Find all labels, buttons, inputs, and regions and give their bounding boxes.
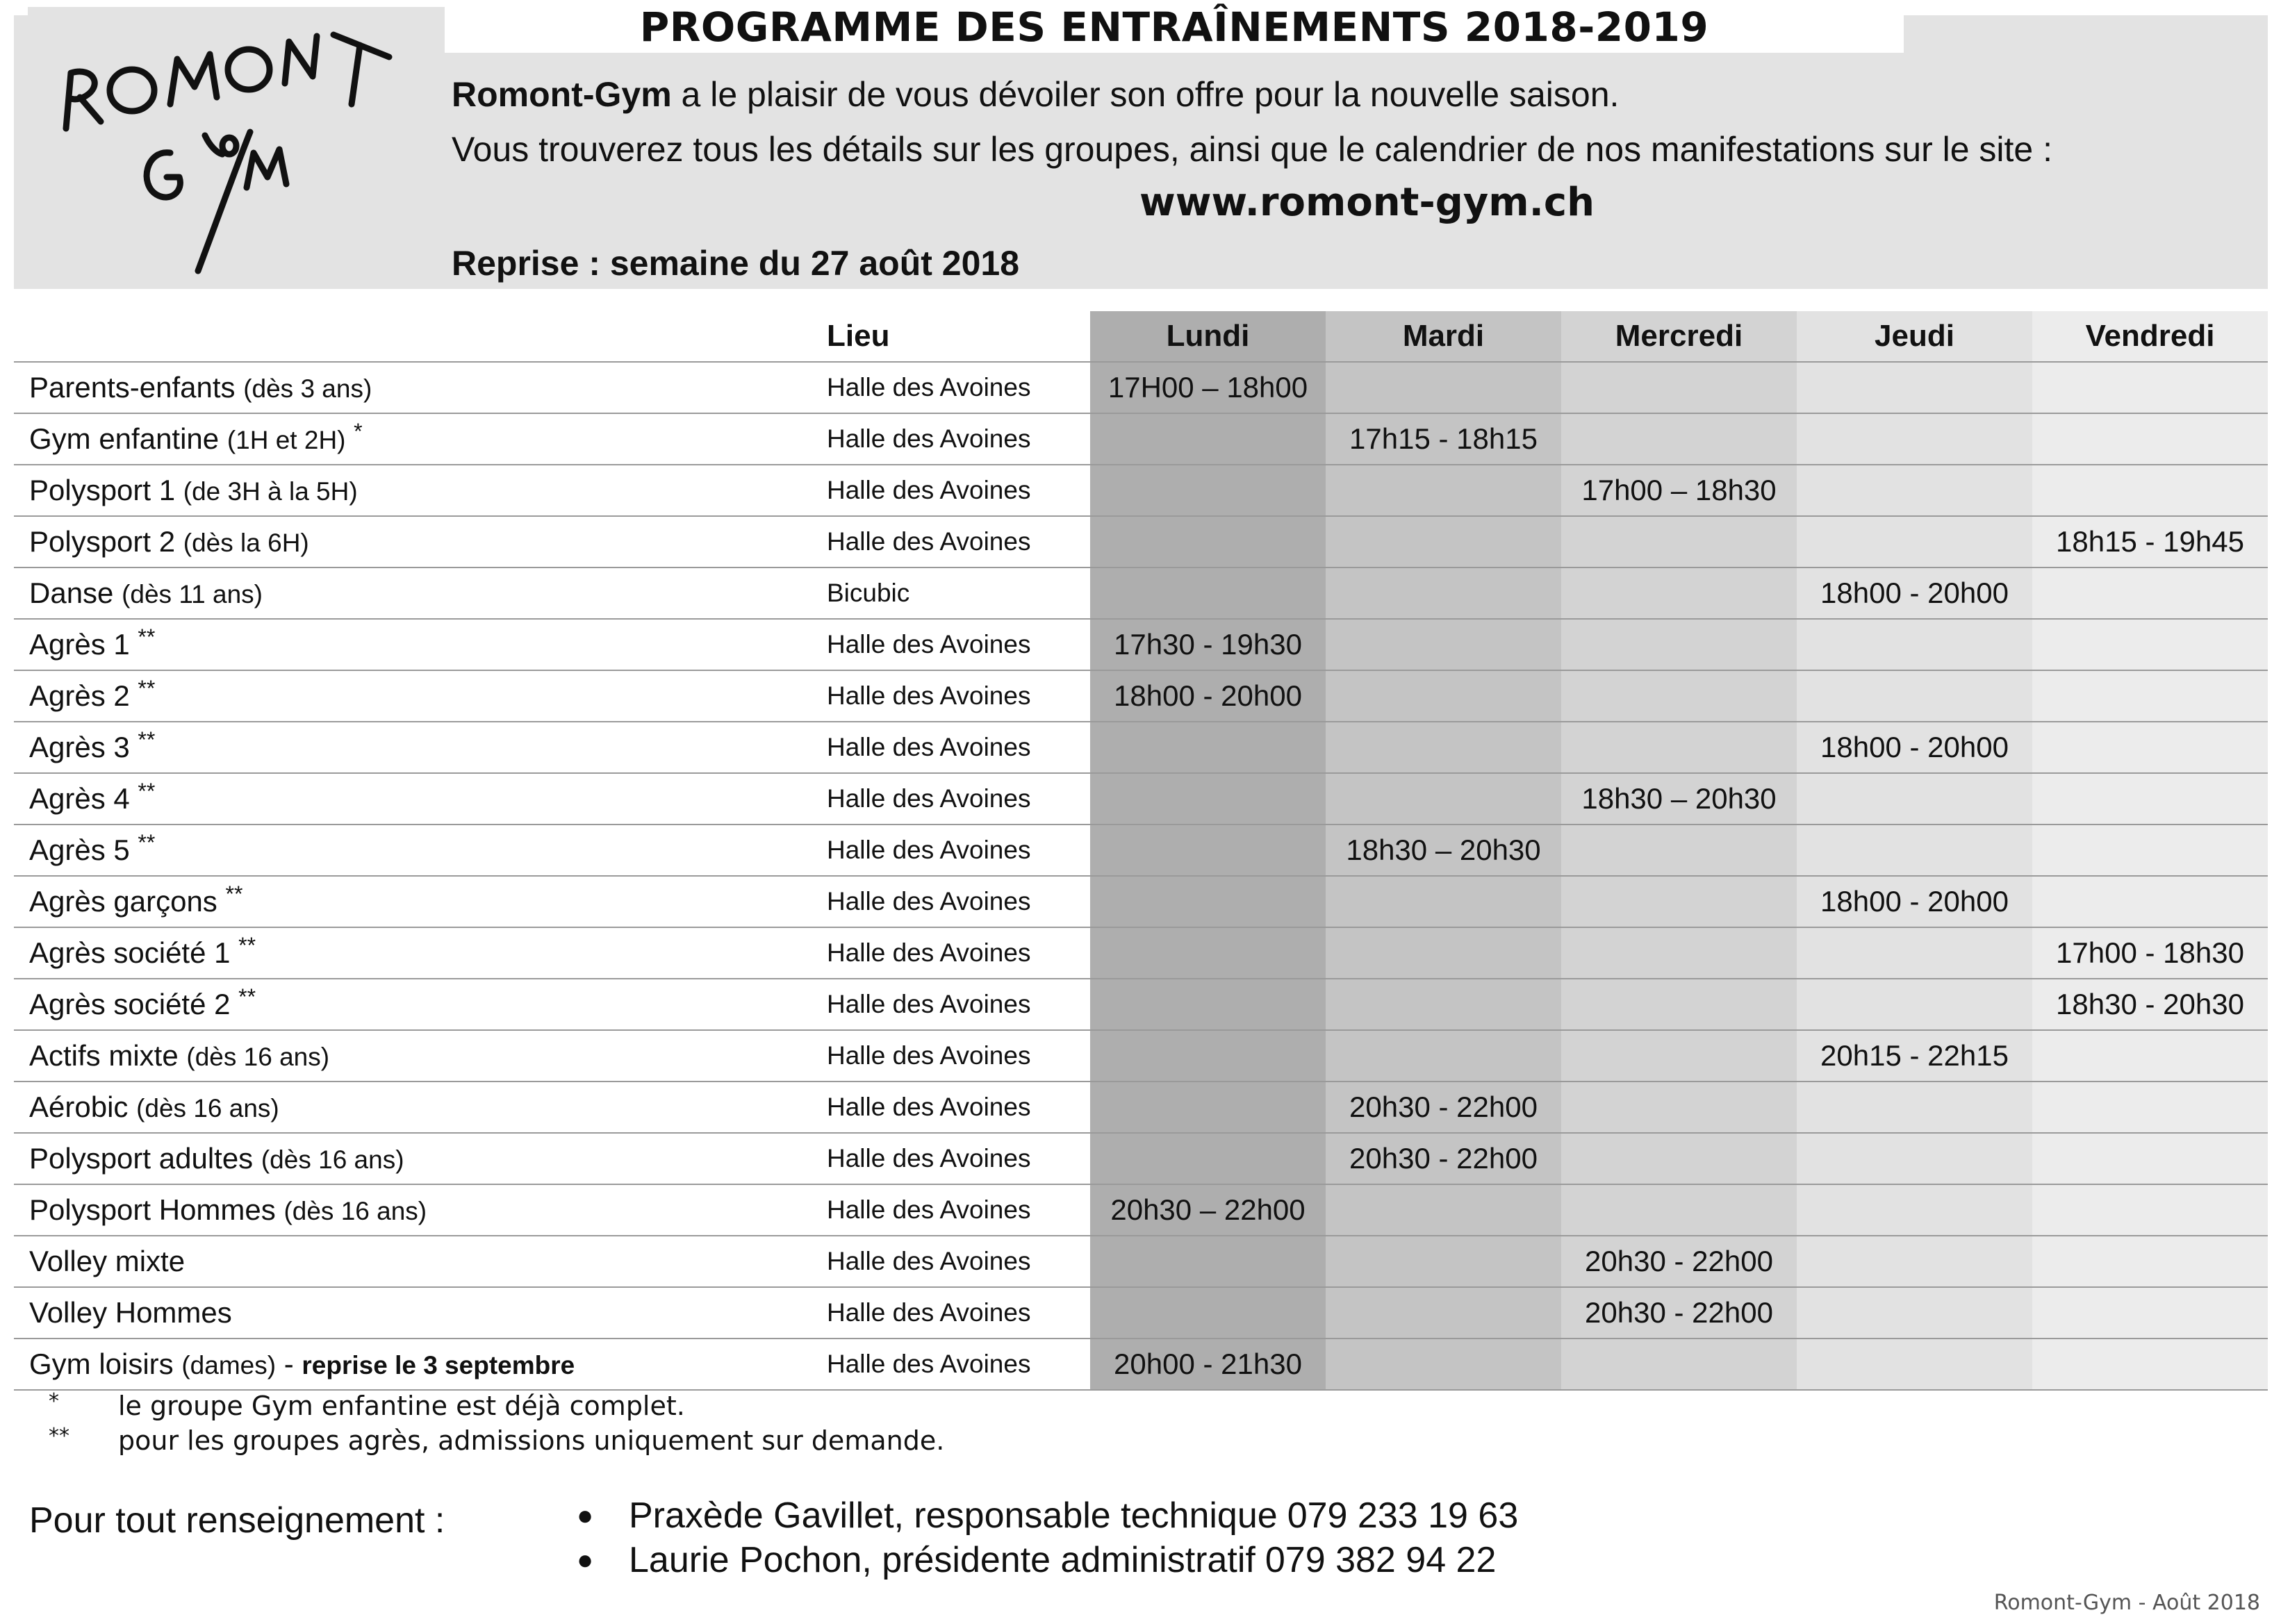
table-row <box>14 670 2268 722</box>
group-age-note: (dames) <box>181 1351 277 1379</box>
time-cell-jeudi <box>1797 465 2032 516</box>
group-age-note: (dès 16 ans) <box>283 1197 427 1225</box>
time-cell-mercredi: 20h30 - 22h00 <box>1561 1287 1797 1339</box>
time-cell-mardi: 20h30 - 22h00 <box>1326 1082 1561 1133</box>
time-cell-mercredi <box>1561 670 1797 722</box>
time-cell-mercredi <box>1561 516 1797 567</box>
footnote-text: le groupe Gym enfantine est déjà complet. <box>118 1391 685 1421</box>
table-header-row <box>14 311 2268 362</box>
time-cell-mercredi <box>1561 413 1797 465</box>
time-cell-jeudi: 20h15 - 22h15 <box>1797 1030 2032 1082</box>
lieu-cell: Bicubic <box>813 567 1090 619</box>
group-name: Agrès garçons <box>29 885 217 918</box>
time-cell-mercredi <box>1561 1339 1797 1390</box>
time-cell-vendredi <box>2032 1030 2268 1082</box>
group-name: Volley Hommes <box>29 1296 232 1329</box>
group-name: Gym enfantine <box>29 422 220 455</box>
lieu-cell: Halle des Avoines <box>813 773 1090 825</box>
time-cell-vendredi <box>2032 1082 2268 1133</box>
group-name-cell <box>14 1133 813 1184</box>
lieu-cell: Halle des Avoines <box>813 1133 1090 1184</box>
group-name: Danse <box>29 577 114 609</box>
footnote-mark: ** <box>49 1424 69 1448</box>
time-cell-vendredi <box>2032 825 2268 876</box>
time-cell-mardi <box>1326 927 1561 979</box>
time-cell-mardi <box>1326 876 1561 927</box>
table-row <box>14 465 2268 516</box>
time-cell-vendredi <box>2032 567 2268 619</box>
logo-drawing <box>28 7 459 281</box>
bullet-icon: ● <box>577 1545 594 1575</box>
time-cell-jeudi <box>1797 1184 2032 1236</box>
time-cell-jeudi: 18h00 - 20h00 <box>1797 876 2032 927</box>
lieu-cell: Halle des Avoines <box>813 413 1090 465</box>
time-cell-lundi <box>1090 413 1326 465</box>
lieu-cell: Halle des Avoines <box>813 670 1090 722</box>
group-age-note: (dès 16 ans) <box>186 1043 330 1071</box>
header-mercredi: Mercredi <box>1561 311 1797 362</box>
table-row <box>14 979 2268 1030</box>
time-cell-mercredi <box>1561 1133 1797 1184</box>
time-cell-mercredi <box>1561 876 1797 927</box>
time-cell-jeudi: 18h00 - 20h00 <box>1797 567 2032 619</box>
group-name: Agrès 5 <box>29 834 130 866</box>
group-name-cell <box>14 465 813 516</box>
lieu-cell: Halle des Avoines <box>813 1236 1090 1287</box>
time-cell-mercredi <box>1561 927 1797 979</box>
group-name-cell <box>14 1030 813 1082</box>
lieu-cell: Halle des Avoines <box>813 722 1090 773</box>
table-row <box>14 927 2268 979</box>
time-cell-mercredi <box>1561 722 1797 773</box>
time-cell-lundi <box>1090 465 1326 516</box>
time-cell-lundi <box>1090 567 1326 619</box>
time-cell-lundi <box>1090 1082 1326 1133</box>
header-jeudi: Jeudi <box>1797 311 2032 362</box>
intro-line-1 <box>452 74 1619 115</box>
time-cell-vendredi <box>2032 773 2268 825</box>
group-age-note: (dès 16 ans) <box>261 1145 404 1174</box>
intro-brand: Romont-Gym <box>452 75 672 114</box>
time-cell-mercredi <box>1561 1030 1797 1082</box>
table-row <box>14 1082 2268 1133</box>
group-name-cell <box>14 413 813 465</box>
group-name-cell <box>14 1082 813 1133</box>
footnote-reference: * <box>354 419 363 444</box>
header-lieu: Lieu <box>813 311 1090 362</box>
time-cell-lundi: 17H00 – 18h00 <box>1090 362 1326 413</box>
time-cell-lundi <box>1090 1287 1326 1339</box>
time-cell-vendredi <box>2032 1184 2268 1236</box>
group-name: Gym loisirs <box>29 1348 174 1380</box>
time-cell-mercredi <box>1561 1184 1797 1236</box>
group-name: Agrès société 1 <box>29 936 231 969</box>
time-cell-mardi <box>1326 1287 1561 1339</box>
footnote-reference: ** <box>138 727 156 752</box>
group-age-note: (de 3H à la 5H) <box>183 477 358 506</box>
time-cell-jeudi <box>1797 773 2032 825</box>
time-cell-lundi <box>1090 979 1326 1030</box>
time-cell-vendredi <box>2032 722 2268 773</box>
lieu-cell: Halle des Avoines <box>813 362 1090 413</box>
group-name: Polysport adultes <box>29 1142 254 1175</box>
lieu-cell: Halle des Avoines <box>813 927 1090 979</box>
group-name-cell <box>14 722 813 773</box>
group-name-cell <box>14 1287 813 1339</box>
time-cell-jeudi <box>1797 825 2032 876</box>
lieu-cell: Halle des Avoines <box>813 1339 1090 1390</box>
time-cell-jeudi <box>1797 1133 2032 1184</box>
time-cell-mardi <box>1326 1030 1561 1082</box>
page-title: PROGRAMME DES ENTRAÎNEMENTS 2018-2019 <box>445 1 1904 53</box>
time-cell-mardi <box>1326 465 1561 516</box>
time-cell-mercredi <box>1561 979 1797 1030</box>
time-cell-lundi <box>1090 1133 1326 1184</box>
time-cell-vendredi <box>2032 1236 2268 1287</box>
romont-gym-logo <box>28 7 459 281</box>
group-extra-note: reprise le 3 septembre <box>302 1351 575 1379</box>
time-cell-mercredi <box>1561 567 1797 619</box>
time-cell-mardi: 20h30 - 22h00 <box>1326 1133 1561 1184</box>
table-row <box>14 413 2268 465</box>
time-cell-lundi <box>1090 927 1326 979</box>
time-cell-mardi <box>1326 1339 1561 1390</box>
group-name: Agrès 4 <box>29 782 130 815</box>
time-cell-lundi <box>1090 1236 1326 1287</box>
time-cell-lundi <box>1090 1030 1326 1082</box>
lieu-cell: Halle des Avoines <box>813 876 1090 927</box>
footnote-reference: ** <box>238 933 256 958</box>
time-cell-lundi: 17h30 - 19h30 <box>1090 619 1326 670</box>
time-cell-mercredi <box>1561 825 1797 876</box>
schedule-body <box>14 362 2268 1390</box>
contact-item <box>577 1493 1518 1538</box>
footnote-mark: * <box>49 1389 59 1414</box>
table-row <box>14 362 2268 413</box>
header-group <box>14 311 813 362</box>
time-cell-jeudi <box>1797 516 2032 567</box>
footnote-reference: ** <box>138 676 156 701</box>
table-row <box>14 1030 2268 1082</box>
contact-person: Laurie Pochon, présidente administratif <box>629 1540 1255 1580</box>
footnote-reference: ** <box>238 984 256 1009</box>
table-row <box>14 567 2268 619</box>
time-cell-jeudi <box>1797 1236 2032 1287</box>
group-name: Volley mixte <box>29 1245 186 1277</box>
time-cell-jeudi <box>1797 670 2032 722</box>
time-cell-mardi <box>1326 670 1561 722</box>
time-cell-mardi: 17h15 - 18h15 <box>1326 413 1561 465</box>
time-cell-jeudi <box>1797 362 2032 413</box>
table-row <box>14 1133 2268 1184</box>
time-cell-mercredi: 17h00 – 18h30 <box>1561 465 1797 516</box>
time-cell-jeudi: 18h00 - 20h00 <box>1797 722 2032 773</box>
group-name-cell: Gym loisirs (dames) - reprise le 3 septembre <box>14 1339 813 1390</box>
group-age-note: (dès la 6H) <box>183 529 309 557</box>
website-link[interactable]: www.romont-gym.ch <box>1139 180 1595 225</box>
time-cell-jeudi <box>1797 619 2032 670</box>
group-name-cell <box>14 362 813 413</box>
footnote-double-star <box>49 1420 944 1457</box>
group-age-note: (dès 3 ans) <box>243 374 372 403</box>
group-name-cell <box>14 773 813 825</box>
table-row <box>14 825 2268 876</box>
lieu-cell: Halle des Avoines <box>813 619 1090 670</box>
group-name: Polysport Hommes <box>29 1193 276 1226</box>
group-name-cell <box>14 876 813 927</box>
table-row <box>14 722 2268 773</box>
lieu-cell: Halle des Avoines <box>813 1287 1090 1339</box>
group-age-note: (1H et 2H) <box>227 426 346 454</box>
time-cell-mardi <box>1326 567 1561 619</box>
lieu-cell: Halle des Avoines <box>813 516 1090 567</box>
footnote-reference: ** <box>225 881 243 906</box>
time-cell-jeudi <box>1797 1339 2032 1390</box>
time-cell-vendredi: 17h00 - 18h30 <box>2032 927 2268 979</box>
time-cell-jeudi <box>1797 979 2032 1030</box>
footnote-reference: ** <box>138 779 156 804</box>
time-cell-vendredi <box>2032 670 2268 722</box>
group-name-cell <box>14 927 813 979</box>
lieu-cell: Halle des Avoines <box>813 1030 1090 1082</box>
intro-text: a le plaisir de vous dévoiler son offre pour la nouvelle saison. <box>671 75 1620 114</box>
group-name: Polysport 2 <box>29 525 176 558</box>
footnote-reference: ** <box>138 624 156 649</box>
table-row <box>14 1184 2268 1236</box>
lieu-cell: Halle des Avoines <box>813 1082 1090 1133</box>
bullet-icon: ● <box>577 1500 594 1531</box>
time-cell-vendredi: 18h15 - 19h45 <box>2032 516 2268 567</box>
header-vendredi: Vendredi <box>2032 311 2268 362</box>
group-name-cell <box>14 979 813 1030</box>
time-cell-vendredi <box>2032 465 2268 516</box>
time-cell-vendredi: 18h30 - 20h30 <box>2032 979 2268 1030</box>
group-age-note: (dès 11 ans) <box>122 580 263 608</box>
contact-label: Pour tout renseignement : <box>29 1500 445 1541</box>
time-cell-mercredi <box>1561 362 1797 413</box>
header-lundi: Lundi <box>1090 311 1326 362</box>
group-name-cell <box>14 567 813 619</box>
time-cell-mercredi: 18h30 – 20h30 <box>1561 773 1797 825</box>
time-cell-lundi <box>1090 876 1326 927</box>
table-row <box>14 619 2268 670</box>
time-cell-jeudi <box>1797 1082 2032 1133</box>
footnote-text: pour les groupes agrès, admissions uniquement sur demande. <box>118 1425 945 1456</box>
time-cell-vendredi <box>2032 1133 2268 1184</box>
contact-phone: 079 233 19 63 <box>1287 1495 1519 1536</box>
time-cell-mercredi <box>1561 1082 1797 1133</box>
contact-list <box>577 1493 1518 1582</box>
group-name: Agrès 2 <box>29 679 130 712</box>
contact-phone: 079 382 94 22 <box>1265 1540 1497 1580</box>
footer-credit: Romont-Gym - Août 2018 <box>1993 1591 2260 1615</box>
time-cell-lundi: 20h00 - 21h30 <box>1090 1339 1326 1390</box>
contact-item <box>577 1538 1518 1582</box>
group-name-cell <box>14 825 813 876</box>
time-cell-vendredi <box>2032 1339 2268 1390</box>
group-name: Actifs mixte <box>29 1039 179 1072</box>
time-cell-vendredi <box>2032 1287 2268 1339</box>
time-cell-jeudi <box>1797 1287 2032 1339</box>
time-cell-vendredi <box>2032 619 2268 670</box>
time-cell-mardi <box>1326 1184 1561 1236</box>
time-cell-mardi <box>1326 516 1561 567</box>
lieu-cell: Halle des Avoines <box>813 465 1090 516</box>
time-cell-mardi <box>1326 362 1561 413</box>
time-cell-lundi: 18h00 - 20h00 <box>1090 670 1326 722</box>
group-name: Agrès société 2 <box>29 988 231 1020</box>
time-cell-jeudi <box>1797 927 2032 979</box>
group-name: Polysport 1 <box>29 474 176 506</box>
group-name-cell <box>14 670 813 722</box>
schedule-table <box>14 311 2268 1391</box>
time-cell-mardi <box>1326 979 1561 1030</box>
time-cell-lundi <box>1090 773 1326 825</box>
time-cell-lundi <box>1090 516 1326 567</box>
footnote-reference: ** <box>138 830 156 855</box>
time-cell-mardi <box>1326 1236 1561 1287</box>
time-cell-mardi: 18h30 – 20h30 <box>1326 825 1561 876</box>
time-cell-vendredi <box>2032 362 2268 413</box>
time-cell-mercredi <box>1561 619 1797 670</box>
time-cell-vendredi <box>2032 876 2268 927</box>
group-name-cell <box>14 1184 813 1236</box>
header-mardi: Mardi <box>1326 311 1561 362</box>
time-cell-mardi <box>1326 722 1561 773</box>
footnote-single-star <box>49 1386 685 1422</box>
reprise-date: Reprise : semaine du 27 août 2018 <box>452 244 1020 283</box>
time-cell-lundi: 20h30 – 22h00 <box>1090 1184 1326 1236</box>
time-cell-vendredi <box>2032 413 2268 465</box>
group-name: Aérobic <box>29 1091 129 1123</box>
lieu-cell: Halle des Avoines <box>813 979 1090 1030</box>
table-row <box>14 876 2268 927</box>
group-name-cell <box>14 619 813 670</box>
group-name: Parents-enfants <box>29 371 236 404</box>
lieu-cell: Halle des Avoines <box>813 1184 1090 1236</box>
table-row <box>14 1287 2268 1339</box>
table-row <box>14 1339 2268 1390</box>
time-cell-lundi <box>1090 722 1326 773</box>
group-name-cell <box>14 516 813 567</box>
group-name-cell <box>14 1236 813 1287</box>
time-cell-jeudi <box>1797 413 2032 465</box>
group-name: Agrès 3 <box>29 731 130 763</box>
contact-person: Praxède Gavillet, responsable technique <box>629 1495 1278 1536</box>
intro-line-2: Vous trouverez tous les détails sur les groupes, ainsi que le calendrier de nos manifestations sur le site : <box>452 130 2053 169</box>
group-name: Agrès 1 <box>29 628 130 661</box>
group-age-note: (dès 16 ans) <box>136 1094 279 1122</box>
time-cell-lundi <box>1090 825 1326 876</box>
table-row <box>14 1236 2268 1287</box>
time-cell-mardi <box>1326 773 1561 825</box>
lieu-cell: Halle des Avoines <box>813 825 1090 876</box>
table-row <box>14 516 2268 567</box>
time-cell-mercredi: 20h30 - 22h00 <box>1561 1236 1797 1287</box>
time-cell-mardi <box>1326 619 1561 670</box>
table-row <box>14 773 2268 825</box>
